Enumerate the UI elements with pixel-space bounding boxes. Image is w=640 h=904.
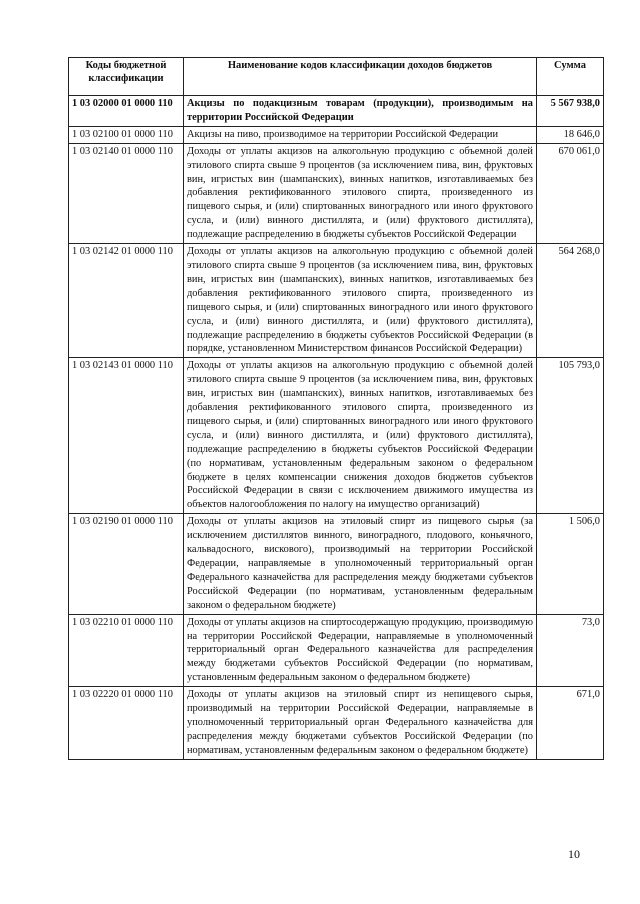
- table-row: [69, 687, 604, 760]
- table-row: [69, 143, 604, 243]
- table-header-row: [69, 58, 604, 96]
- header-sum: Сумма: [537, 58, 604, 96]
- table-row: [69, 96, 604, 127]
- header-code: Коды бюджетной классификации: [69, 58, 184, 96]
- row-code: 1 03 02220 01 0000 110: [69, 687, 184, 760]
- budget-table: [68, 57, 604, 760]
- row-sum: 105 793,0: [537, 358, 604, 514]
- row-code: 1 03 02190 01 0000 110: [69, 514, 184, 614]
- row-name: Доходы от уплаты акцизов на этиловый спирт из непищевого сырья, производимый на территории Российской Федерации, направляемые в уполномоченный территориальный орган Федерального казначейства для распределения между бюджетами субъектов Российской Федерации (по нормативам, установленным федеральным законом о федеральном бюджете): [184, 687, 537, 760]
- row-name: Доходы от уплаты акцизов на алкогольную продукцию с объемной долей этилового спирта свыше 9 процентов (за исключением пива, вин, фруктовых вин, игристых вин (шампанских), винных напитков, изготавливаемых без добавления ректификованного этилового спирта, произведенного из пищевого сырья, и (или) спиртованных виноградного или иного фруктового сусла, и (или) винного дистиллята, и (или) фруктового дистиллята), подлежащие распределению в бюджеты субъектов Российской Федерации: [184, 143, 537, 243]
- row-code: 1 03 02100 01 0000 110: [69, 126, 184, 143]
- row-name: Акцизы по подакцизным товарам (продукции), производимым на территории Российской Федерации: [184, 96, 537, 127]
- row-sum: 564 268,0: [537, 244, 604, 358]
- header-name: Наименование кодов классификации доходов бюджетов: [184, 58, 537, 96]
- row-name: Доходы от уплаты акцизов на этиловый спирт из пищевого сырья (за исключением дистиллятов винного, виноградного, плодового, коньячного, кальвадосного, вискового), производимый на территории Российской Федерации, направляемые в уполномоченный территориальный орган Федерального казначейства для распределения между бюджетами субъектов Российской Федерации (по нормативам, установленным федеральным законом о федеральном бюджете): [184, 514, 537, 614]
- row-code: 1 03 02210 01 0000 110: [69, 614, 184, 687]
- row-code: 1 03 02142 01 0000 110: [69, 244, 184, 358]
- row-name: Доходы от уплаты акцизов на спиртосодержащую продукцию, производимую на территории Российской Федерации, направляемые в уполномоченный территориальный орган Федерального казначейства для распределения между бюджетами субъектов Российской Федерации (по нормативам, установленным федеральным законом о федеральном бюджете): [184, 614, 537, 687]
- row-code: 1 03 02000 01 0000 110: [69, 96, 184, 127]
- row-name: Доходы от уплаты акцизов на алкогольную продукцию с объемной долей этилового спирта свыше 9 процентов (за исключением пива, вин, фруктовых вин, игристых вин (шампанских), винных напитков, изготавливаемых без добавления ректификованного этилового спирта, произведенного из пищевого сырья, и (или) спиртованных виноградного или иного фруктового сусла, и (или) винного дистиллята, и (или) фруктового дистиллята), подлежащие распределению в бюджеты субъектов Российской Федерации (по нормативам, установленным федеральным законом о федеральном бюджете в целях компенсации снижения доходов бюджетов субъектов Российской Федерации в связи с исключением движимого имущества из объектов налогообложения по налогу на имущество организаций): [184, 358, 537, 514]
- table-row: [69, 244, 604, 358]
- row-sum: 671,0: [537, 687, 604, 760]
- row-sum: 670 061,0: [537, 143, 604, 243]
- row-sum: 18 646,0: [537, 126, 604, 143]
- row-name: Доходы от уплаты акцизов на алкогольную продукцию с объемной долей этилового спирта свыше 9 процентов (за исключением пива, вин, фруктовых вин, игристых вин (шампанских), винных напитков, изготавливаемых без добавления ректификованного этилового спирта, произведенного из пищевого сырья, и (или) спиртованных виноградного или иного фруктового сусла, и (или) винного дистиллята, и (или) фруктового дистиллята), подлежащие распределению в бюджеты субъектов Российской Федерации (в порядке, установленном Министерством финансов Российской Федерации): [184, 244, 537, 358]
- table-row: [69, 358, 604, 514]
- table-row: [69, 614, 604, 687]
- row-code: 1 03 02143 01 0000 110: [69, 358, 184, 514]
- row-name: Акцизы на пиво, производимое на территории Российской Федерации: [184, 126, 537, 143]
- row-code: 1 03 02140 01 0000 110: [69, 143, 184, 243]
- table-row: [69, 126, 604, 143]
- row-sum: 73,0: [537, 614, 604, 687]
- table-row: [69, 514, 604, 614]
- row-sum: 1 506,0: [537, 514, 604, 614]
- row-sum: 5 567 938,0: [537, 96, 604, 127]
- page-number: 10: [568, 847, 580, 861]
